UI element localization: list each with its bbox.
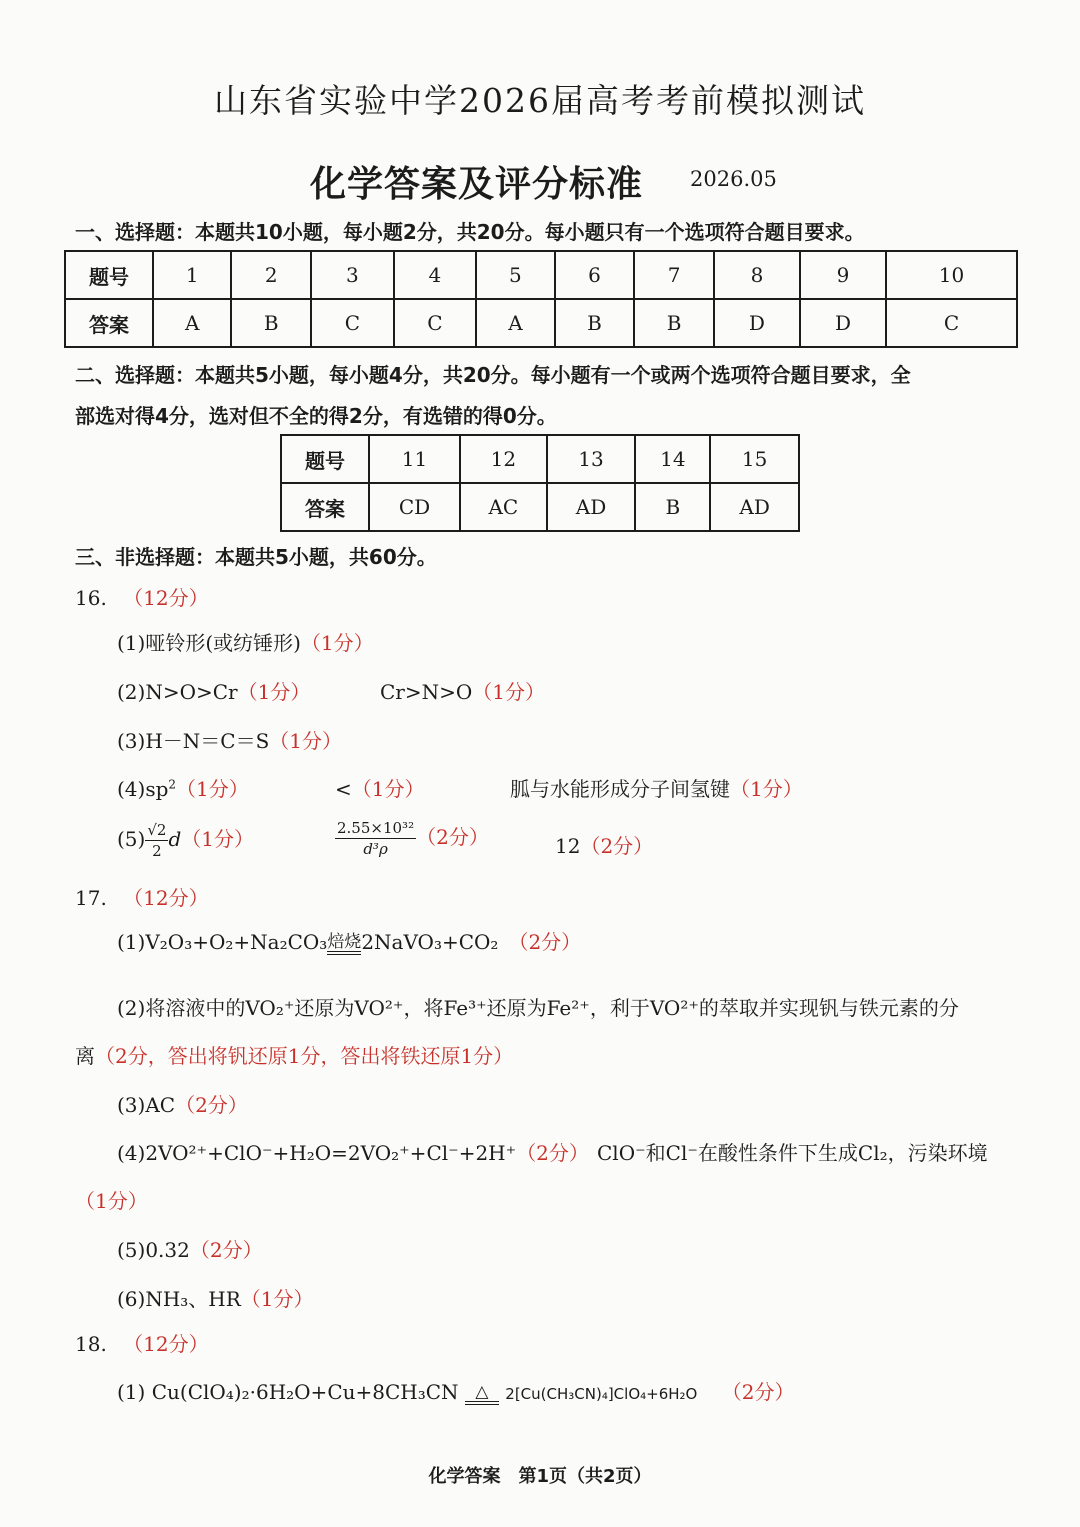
answer-cell: C [886, 299, 1017, 347]
q16-header [75, 582, 209, 611]
fraction-denominator: 2 [152, 842, 162, 860]
q17-part3 [117, 1089, 248, 1118]
q17-part4b: ClO⁻和Cl⁻在酸性条件下生成Cl₂，污染环境 [597, 1141, 988, 1165]
question-number: 6 [555, 251, 635, 299]
q17-part4b-score: （1分） [75, 1189, 148, 1213]
q17-part5 [117, 1234, 263, 1263]
question-number: 2 [231, 251, 311, 299]
equation-lhs: V₂O₃+O₂+Na₂CO₃ [145, 930, 328, 954]
score-note: （2分） [189, 1238, 263, 1262]
fraction [145, 820, 168, 861]
exam-date: 2026.05 [690, 167, 777, 191]
q17-part2-line2 [75, 1040, 513, 1069]
answer-text: (1)哑铃形(或纺锤形) [117, 631, 301, 655]
answer-text: (4)sp [117, 777, 169, 801]
answer-text: < [335, 777, 352, 801]
answer-cell: C [394, 299, 477, 347]
equation-rhs: 2NaVO₃+CO₂ [361, 930, 499, 954]
q17-header [75, 882, 209, 911]
answer-cell: B [555, 299, 635, 347]
answer-text: 胍与水能形成分子间氢键 [510, 777, 730, 801]
q18-part1 [117, 1376, 794, 1405]
question-number: 18. [75, 1332, 107, 1356]
answer-cell: B [231, 299, 311, 347]
answer-text: 12 [555, 834, 581, 858]
q17-part2-line1: (2)将溶液中的VO₂⁺还原为VO²⁺，将Fe³⁺还原为Fe²⁺，利于VO²⁺的萃取并实现钒与铁元素的分 [117, 996, 959, 1020]
answer-text: Cr>N>O [380, 680, 473, 704]
superscript: 2 [168, 777, 177, 792]
score-note: （1分） [181, 827, 254, 851]
equation-lhs: Cu(ClO₄)₂·6H₂O+Cu+8CH₃CN [151, 1380, 459, 1404]
score-note: （2分） [516, 1141, 589, 1165]
q18-header [75, 1328, 209, 1357]
page-footer: 化学答案 第1页（共2页） [428, 1466, 652, 1487]
answer-text: (1) [117, 1380, 146, 1404]
score-note: （2分，答出将钒还原1分，答出将铁还原1分） [95, 1044, 514, 1068]
q16-part2a [117, 676, 310, 705]
answer-cell: AC [460, 483, 547, 531]
question-number: 11 [369, 435, 460, 483]
question-number: 10 [886, 251, 1017, 299]
table-row-answers [281, 483, 799, 531]
answer-cell: AD [547, 483, 636, 531]
answer-text: (6)NH₃、HR [117, 1287, 241, 1311]
question-number: 13 [547, 435, 636, 483]
answer-cell: B [635, 483, 710, 531]
condition-text: 焙烧 [327, 932, 362, 952]
section2-heading-line1: 二、选择题：本题共5小题，每小题4分，共20分。每小题有一个或两个选项符合题目要求，全 [75, 363, 911, 387]
q17-part4a [117, 1137, 589, 1166]
score-note: （1分） [472, 680, 546, 704]
score-note: （2分） [721, 1380, 795, 1404]
q16-part5c [555, 830, 653, 859]
q17-part1 [117, 926, 581, 955]
section1-answer-table [64, 250, 1018, 348]
reaction-condition [327, 933, 361, 955]
question-score: （12分） [123, 886, 209, 910]
q16-part4b [335, 773, 425, 802]
fraction [335, 818, 416, 859]
question-number: 8 [714, 251, 800, 299]
question-number: 1 [153, 251, 231, 299]
score-note: （1分） [237, 680, 311, 704]
question-number: 4 [394, 251, 477, 299]
answer-cell: AD [710, 483, 799, 531]
answer-text: (5) [117, 827, 146, 851]
answer-cell: C [311, 299, 394, 347]
q16-part3 [117, 725, 342, 754]
answer-text: 离 [75, 1044, 95, 1068]
question-number: 15 [710, 435, 799, 483]
row-label-answer: 答案 [281, 483, 369, 531]
answer-cell: A [476, 299, 554, 347]
score-note: （1分） [730, 777, 803, 801]
score-note: （1分） [300, 631, 374, 655]
q16-part1 [117, 627, 374, 656]
score-note: （2分） [175, 1093, 248, 1117]
score-note: （1分） [240, 1287, 314, 1311]
question-number: 9 [800, 251, 886, 299]
answer-text: (4)2VO²⁺+ClO⁻+H₂O=2VO₂⁺+Cl⁻+2H⁺ [117, 1141, 517, 1165]
exam-title: 山东省实验中学2026届高考考前模拟测试 [214, 81, 866, 120]
question-number: 14 [635, 435, 710, 483]
question-number: 12 [460, 435, 547, 483]
answer-text: (3)AC [117, 1093, 176, 1117]
score-note: （2分） [508, 930, 582, 954]
q16-part4a [117, 773, 249, 802]
answer-text: (2)N>O>Cr [117, 680, 238, 704]
question-number: 16. [75, 586, 107, 610]
answer-cell: B [634, 299, 714, 347]
answer-cell: D [714, 299, 800, 347]
answer-cell: D [800, 299, 886, 347]
row-label-answer: 答案 [65, 299, 153, 347]
fraction-denominator: d³ρ [363, 840, 388, 858]
question-score: （12分） [123, 1332, 209, 1356]
question-number: 3 [311, 251, 394, 299]
row-label-number: 题号 [65, 251, 153, 299]
equation-rhs: 2[Cu(CH₃CN)₄]ClO₄+6H₂O [505, 1385, 698, 1403]
section2-answer-table [280, 434, 800, 532]
q16-part2b [380, 676, 545, 705]
heat-icon: △ [475, 1382, 489, 1402]
row-label-number: 题号 [281, 435, 369, 483]
answer-text: (3)H－N＝C＝S [117, 729, 270, 753]
page-subtitle: 化学答案及评分标准 [310, 164, 644, 205]
section3-heading: 三、非选择题：本题共5小题，共60分。 [75, 545, 437, 569]
section2-heading-line2: 部选对得4分，选对但不全的得2分，有选错的得0分。 [75, 404, 557, 428]
fraction-numerator: √2 [147, 821, 167, 839]
score-note: （2分） [580, 834, 654, 858]
answer-text: (1) [117, 930, 146, 954]
question-number: 5 [476, 251, 554, 299]
table-row-numbers [65, 251, 1017, 299]
table-row-numbers [281, 435, 799, 483]
score-note: （1分） [176, 777, 249, 801]
score-note: （1分） [351, 777, 425, 801]
answer-text: (5)0.32 [117, 1238, 190, 1262]
score-note: （1分） [269, 729, 343, 753]
question-score: （12分） [123, 586, 209, 610]
answer-cell: CD [369, 483, 460, 531]
question-number: 7 [634, 251, 714, 299]
fraction-numerator: 2.55×10³² [337, 819, 415, 837]
question-number: 17. [75, 886, 107, 910]
score-note: （2分） [416, 825, 489, 849]
q17-part6 [117, 1283, 314, 1312]
section1-heading: 一、选择题：本题共10小题，每小题2分，共20分。每小题只有一个选项符合题目要求。 [75, 220, 865, 244]
reaction-condition [465, 1383, 499, 1405]
q16-part5b [335, 818, 489, 859]
answer-cell: A [153, 299, 231, 347]
table-row-answers [65, 299, 1017, 347]
q16-part5a [117, 820, 254, 861]
variable: d [168, 827, 182, 851]
q16-part4c [510, 773, 803, 802]
